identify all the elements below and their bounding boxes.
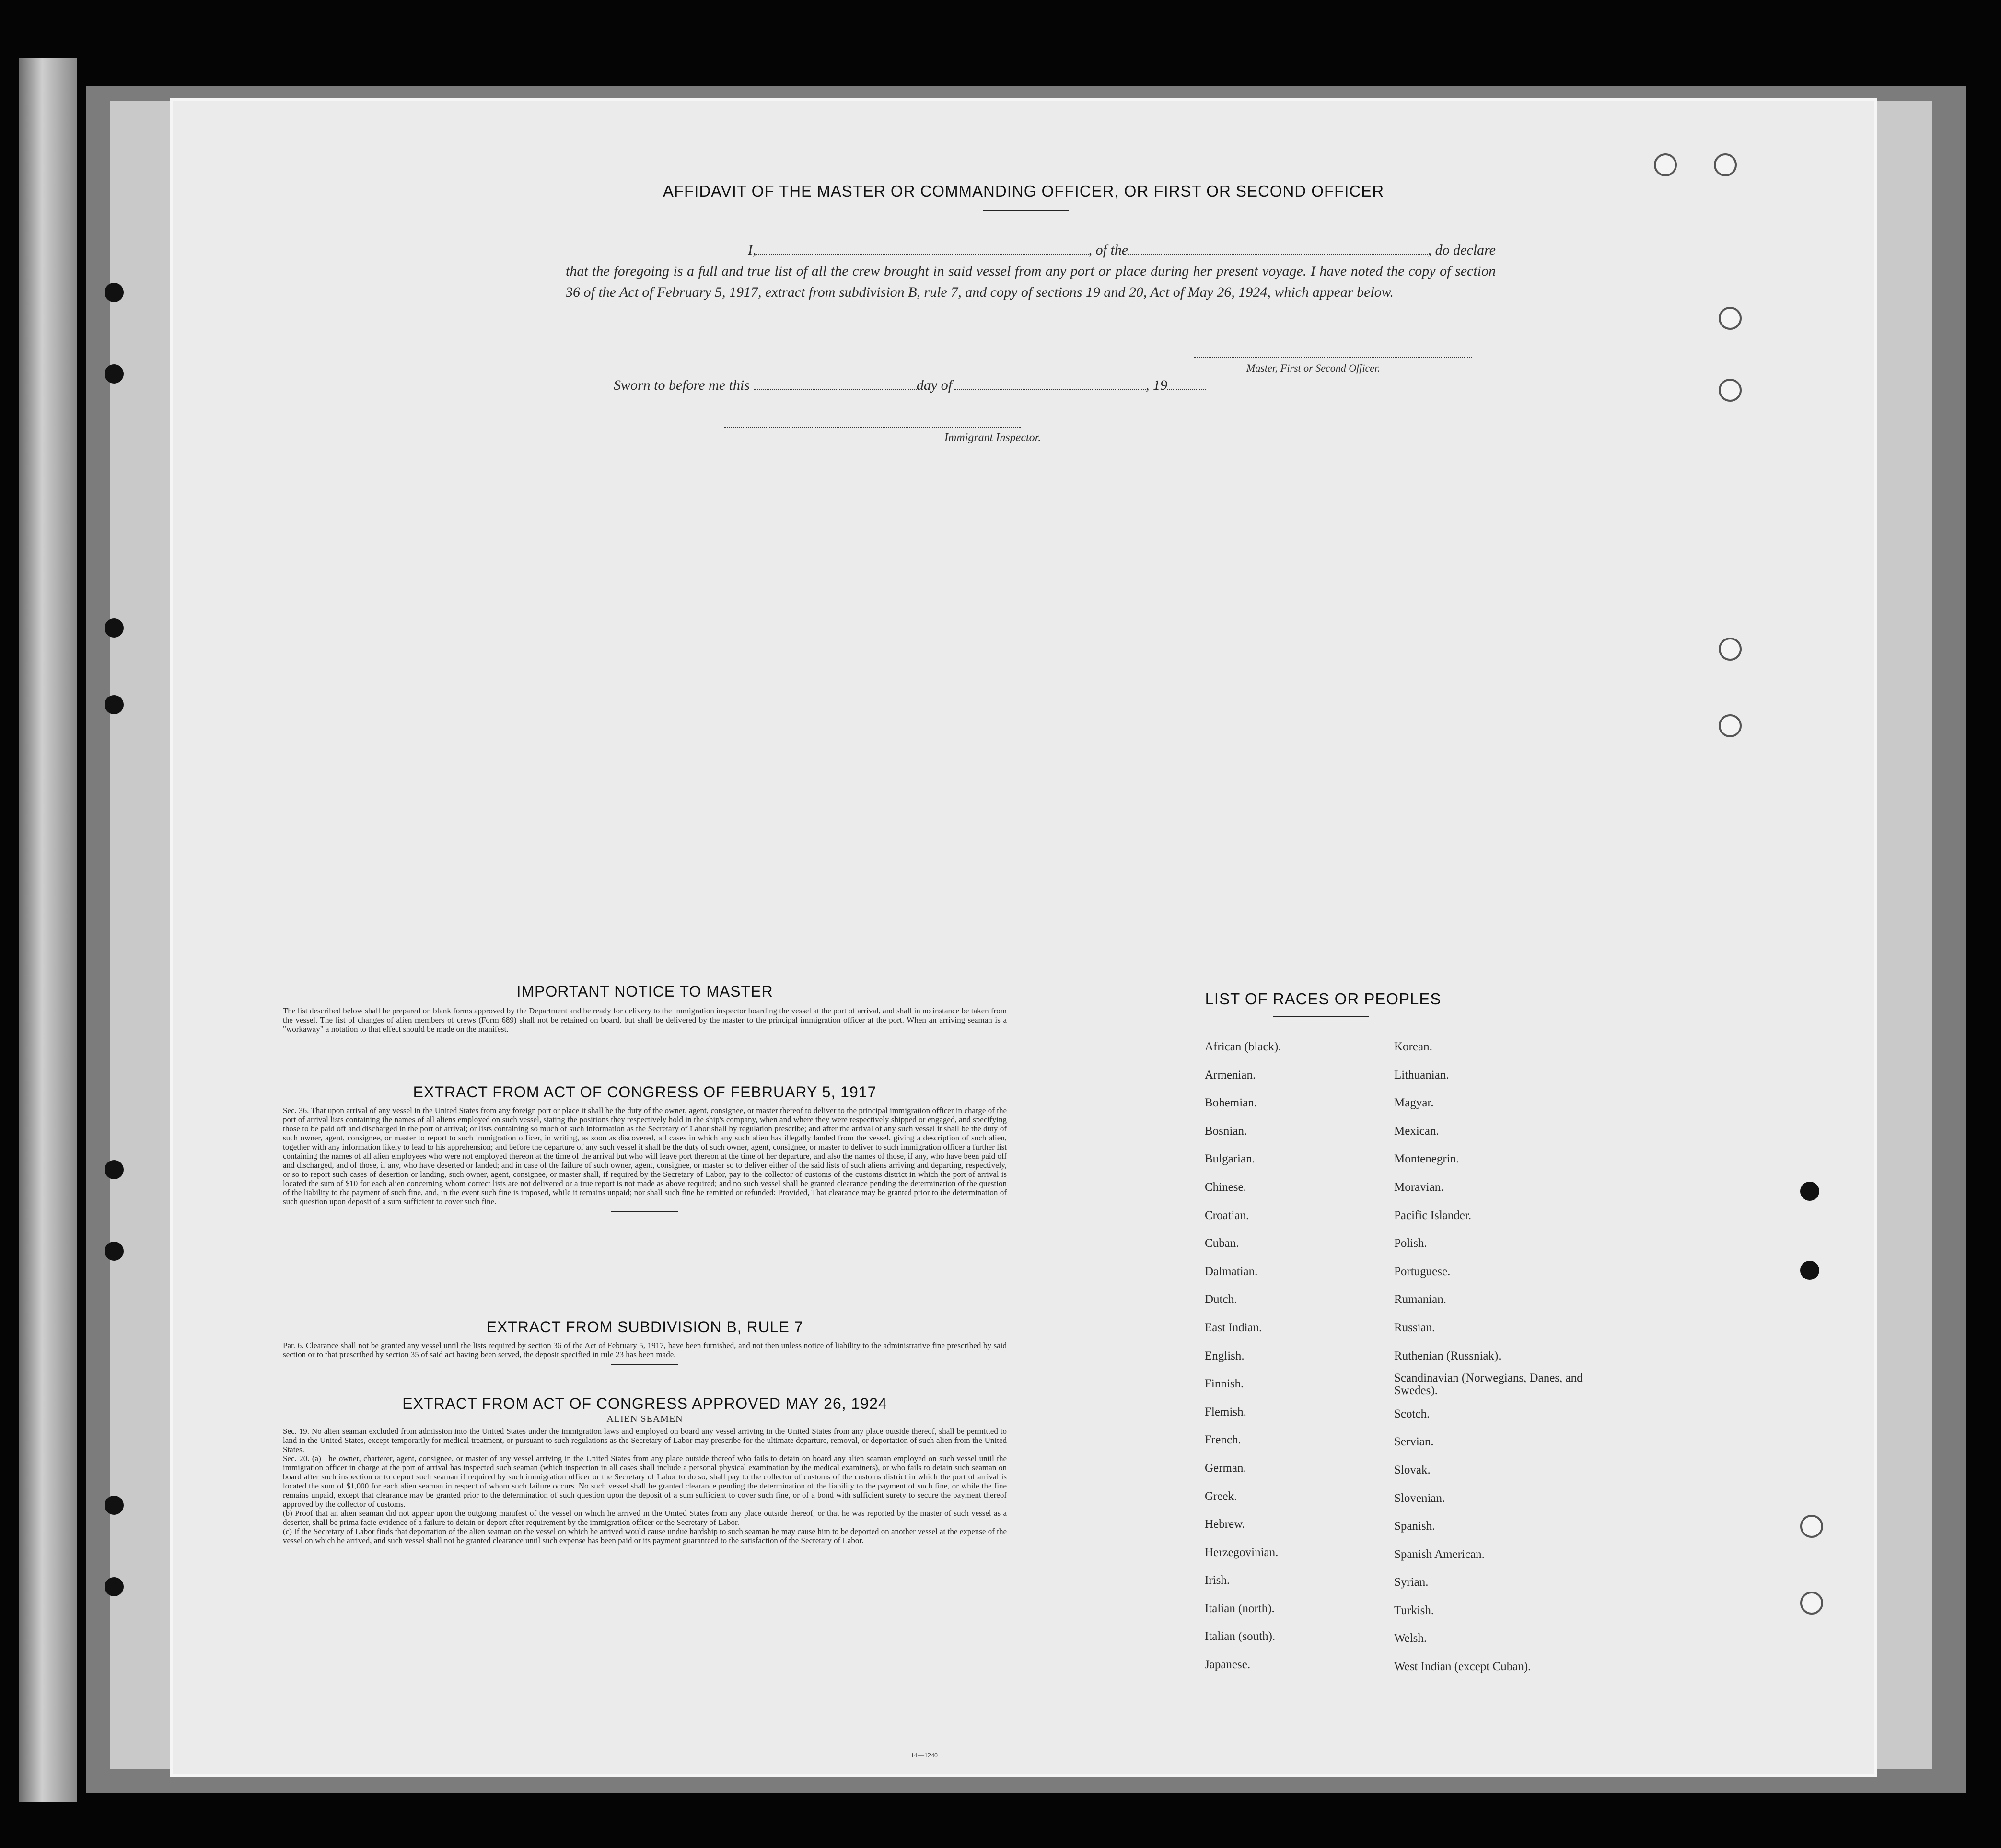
races-right-column <box>1394 1033 1595 1681</box>
sec-19-text: Sec. 19. No alien seaman excluded from admission into the United States under the immigration laws and employed on board any vessel arriving in the United States from any place outside thereof, shall be permitted to land in the United States, except temporarily for medical treatment, or pursuant to such regulations as the Secretary of Labor may prescribe for the ultimate departure, removal, or deportation of such alien from the United States. <box>283 1427 1007 1454</box>
punch-hole <box>1654 153 1677 176</box>
race-item: Moravian. <box>1394 1180 1444 1194</box>
race-item: African (black). <box>1205 1040 1281 1053</box>
race-item: Magyar. <box>1394 1096 1434 1110</box>
races-rule <box>1273 1016 1369 1017</box>
affidavit-of-the: , of the <box>1088 242 1128 258</box>
punch-hole <box>1800 1515 1823 1538</box>
form-sheet <box>173 101 1874 1774</box>
races-left-column <box>1205 1033 1281 1679</box>
affidavit-title: AFFIDAVIT OF THE MASTER OR COMMANDING OFFICER, OR FIRST OR SECOND OFFICER <box>663 182 1384 200</box>
section-divider <box>611 1211 678 1212</box>
race-item: Montenegrin. <box>1394 1152 1459 1166</box>
punch-hole <box>105 364 124 384</box>
sworn-day-of: day of <box>916 377 953 393</box>
sworn-year: , 19 <box>1146 377 1168 393</box>
race-item: Hebrew. <box>1205 1518 1245 1531</box>
race-item: Servian. <box>1394 1435 1434 1449</box>
affidavit-rule <box>983 210 1069 211</box>
race-item: English. <box>1205 1349 1245 1362</box>
vessel-blank[interactable] <box>1128 241 1428 255</box>
sworn-day-blank[interactable] <box>754 376 917 390</box>
race-item: Spanish. <box>1394 1520 1435 1533</box>
race-item: Mexican. <box>1394 1124 1439 1138</box>
sworn-prefix: Sworn to before me this <box>614 377 750 393</box>
race-item: Croatian. <box>1205 1209 1249 1222</box>
race-item: Bosnian. <box>1205 1124 1247 1138</box>
extract-1924-title: EXTRACT FROM ACT OF CONGRESS APPROVED MAY 26, 1924 <box>402 1395 887 1412</box>
punch-hole <box>1714 153 1737 176</box>
race-item: Dutch. <box>1205 1293 1237 1306</box>
notice-body: The list described below shall be prepared on blank forms approved by the Department and be ready for delivery to the immigration inspector boarding the vessel at the port of arrival, and shall in no instance be taken from the vessel. The list of changes of alien members of crews (Form 689) shall not be retained on board, but shall be delivered by the master to the principal immigration officer at the port. When an arriving seaman is a "workaway" a notation to that effect should be made on the manifest. <box>283 1006 1007 1034</box>
alien-seamen-heading: ALIEN SEAMEN <box>606 1414 683 1424</box>
signature-label: Master, First or Second Officer. <box>1246 362 1380 374</box>
punch-hole <box>105 1577 124 1596</box>
race-item: Korean. <box>1394 1040 1432 1053</box>
sworn-month-blank[interactable] <box>954 376 1146 390</box>
sworn-line <box>614 376 1206 394</box>
race-item: Finnish. <box>1205 1377 1244 1391</box>
race-item: Lithuanian. <box>1394 1068 1449 1081</box>
punch-hole <box>105 283 124 302</box>
race-item: Irish. <box>1205 1574 1230 1587</box>
sec-20b-text: (b) Proof that an alien seaman did not appear upon the outgoing manifest of the vessel on which he arrived in the United States from any place outside thereof, or that he was reported by the master of such vessel as a deserter, shall be prima facie evidence of a failure to detain or deport after requirement by the immigration officer or the Secretary of Labor. <box>283 1509 1007 1527</box>
binder-strip <box>19 58 77 1802</box>
race-item: Armenian. <box>1205 1068 1256 1081</box>
race-item: Spanish American. <box>1394 1547 1485 1561</box>
race-item: Flemish. <box>1205 1405 1246 1418</box>
sec-20a-text: Sec. 20. (a) The owner, charterer, agent, consignee, or master of any vessel arriving in the United States from any place outside thereof who fails to detain on board any alien seaman employed on such vessel until the immigration officer in charge at the port of arrival has inspected such seaman (which inspection in all cases shall include a personal physical examination by the medical examiners), or who fails to detain such seaman on board after such inspection or to deport such seaman if required by such immigration officer or the Secretary of Labor to do so, shall pay to the collector of customs of the customs district in which the port of arrival is located the sum of $1,000 for each alien seaman in respect of whom such failure occurs. No such vessel shall be granted clearance pending the determination of the liability to the payment of such fine, or while the fine remains unpaid, except that clearance may be granted prior to the determination of such question upon the deposit of a sum sufficient to cover such fine, or of a bond with sufficient surety to secure the payment thereof approved by the collector of customs. <box>283 1454 1007 1509</box>
race-item: West Indian (except Cuban). <box>1394 1660 1531 1674</box>
sworn-year-blank[interactable] <box>1167 376 1206 390</box>
affidavit-first-line <box>566 240 1496 261</box>
punch-hole <box>1800 1261 1819 1280</box>
affidavit-do-declare: , do declare <box>1428 242 1496 258</box>
race-item: Slovak. <box>1394 1463 1431 1476</box>
punch-hole <box>105 1496 124 1515</box>
punch-hole <box>105 695 124 714</box>
name-blank[interactable] <box>756 241 1089 255</box>
race-item: Italian (south). <box>1205 1630 1276 1643</box>
race-item: Portuguese. <box>1394 1265 1451 1278</box>
race-item: Pacific Islander. <box>1394 1209 1472 1222</box>
race-item: Rumanian. <box>1394 1293 1447 1306</box>
race-item: Slovenian. <box>1394 1491 1445 1505</box>
punch-hole <box>1719 379 1742 402</box>
race-item: East Indian. <box>1205 1321 1262 1334</box>
subdivision-b-section <box>283 1318 1007 1371</box>
race-item: Cuban. <box>1205 1237 1239 1250</box>
race-item: Japanese. <box>1205 1658 1251 1672</box>
affidavit-i: I, <box>748 242 756 258</box>
punch-hole <box>1719 714 1742 737</box>
race-item: German. <box>1205 1461 1246 1475</box>
race-item: Polish. <box>1394 1237 1427 1250</box>
signature-line[interactable] <box>1194 357 1472 358</box>
race-item: Bulgarian. <box>1205 1152 1255 1166</box>
notice-title: IMPORTANT NOTICE TO MASTER <box>516 983 773 1000</box>
notice-section <box>283 983 1007 1034</box>
race-item: Welsh. <box>1394 1632 1427 1645</box>
punch-hole <box>1719 307 1742 330</box>
extract-1917-section <box>283 1083 1007 1218</box>
punch-hole <box>105 1242 124 1261</box>
extract-1924-section <box>283 1395 1007 1545</box>
section-divider <box>611 1364 678 1365</box>
inspector-signature-line[interactable] <box>724 427 1021 428</box>
inspector-label: Immigrant Inspector. <box>944 431 1041 444</box>
race-item: Greek. <box>1205 1489 1237 1503</box>
race-item: Scotch. <box>1394 1407 1430 1420</box>
punch-hole <box>1800 1592 1823 1615</box>
race-item: Bohemian. <box>1205 1096 1257 1110</box>
race-item: Ruthenian (Russniak). <box>1394 1349 1501 1362</box>
form-number: 14—1240 <box>911 1752 938 1759</box>
subdivision-b-title: EXTRACT FROM SUBDIVISION B, RULE 7 <box>486 1318 803 1336</box>
race-item: French. <box>1205 1433 1241 1447</box>
race-item: Scandinavian (Norwegians, Danes, and Swedes). <box>1394 1371 1583 1397</box>
race-item: Chinese. <box>1205 1180 1246 1194</box>
punch-hole <box>105 1160 124 1179</box>
extract-1917-title: EXTRACT FROM ACT OF CONGRESS OF FEBRUARY 5, 1917 <box>413 1083 877 1101</box>
punch-hole <box>1800 1182 1819 1201</box>
punch-hole <box>1719 638 1742 661</box>
race-item: Italian (north). <box>1205 1602 1275 1615</box>
punch-hole <box>105 618 124 638</box>
races-title: LIST OF RACES OR PEOPLES <box>1205 990 1442 1008</box>
affidavit-body: that the foregoing is a full and true list of all the crew brought in said vessel from any port or place during her present voyage. I have noted the copy of section 36 of the Act of February 5, 1917, extract from subdivision B, rule 7, and copy of sections 19 and 20, Act of May 26, 1924, which appear below. <box>566 263 1496 300</box>
race-item: Syrian. <box>1394 1576 1429 1589</box>
subdivision-b-body: Par. 6. Clearance shall not be granted any vessel until the lists required by section 36 of the Act of February 5, 1917, have been furnished, and not then unless notice of liability to the administrative fine prescribed by said section or to that prescribed by section 35 of said act having been served, the deposit specified in rule 23 has been made. <box>283 1341 1007 1359</box>
sec-20c-text: (c) If the Secretary of Labor finds that deportation of the alien seaman on the vessel on which he arrived would cause undue hardship to such seaman he may cause him to be deported on another vessel at the expense of the vessel on which he arrived, and such vessel shall not be granted clearance until such expense has been paid or its payment guaranteed to the satisfaction of the Secretary of Labor. <box>283 1527 1007 1545</box>
extract-1917-body: Sec. 36. That upon arrival of any vessel in the United States from any foreign port or place it shall be the duty of the owner, agent, consignee, or master thereof to deliver to the principal immigration officer in charge of the port of arrival lists containing the names of all aliens employed on such vessel, stating the positions they respectively hold in the ship's company, when and where they were respectively shipped or engaged, and specifying those to be paid off and discharged in the port of arrival; or lists containing so much of such information as the Secretary of Labor shall by regulation prescribe; and after the arrival of any such vessel it shall be the duty of such owner, agent, consignee, or master to report to such immigration officer, in writing, as soon as discovered, all cases in which any such alien has illegally landed from the vessel, giving a description of such alien, together with any information likely to lead to his apprehension; and before the departure of any such vessel it shall be the duty of such owner, agent, consignee, or master to deliver to such immigration officer a further list containing the names of all alien employees who were not employed thereon at the time of the arrival but who will leave port thereon at the time of her departure, and also the names of those, if any, who have been paid off and discharged, and of those, if any, who have deserted or landed; and in case of the failure of such owner, agent, consignee, or master so to deliver either of the said lists of such aliens arriving and departing, respectively, or so to report such cases of desertion or landing, such owner, agent, consignee, or master shall, if required by the Secretary of Labor, pay to the collector of customs of the customs district in which the port of arrival is located the sum of $10 for each alien concerning whom correct lists are not delivered or a true report is not made as above required; and no such vessel shall be granted clearance pending the determination of the question of the liability to the payment of such fine, and, in the event such fine is imposed, while it remains unpaid; nor shall such fine be remitted or refunded: Provided, That clearance may be granted prior to the determination of such question upon deposit of a sum sufficient to cover such fine. <box>283 1106 1007 1206</box>
affidavit-text <box>566 240 1496 303</box>
race-item: Herzegovinian. <box>1205 1546 1279 1559</box>
race-item: Russian. <box>1394 1321 1435 1334</box>
race-item: Dalmatian. <box>1205 1265 1258 1278</box>
race-item: Turkish. <box>1394 1604 1434 1617</box>
